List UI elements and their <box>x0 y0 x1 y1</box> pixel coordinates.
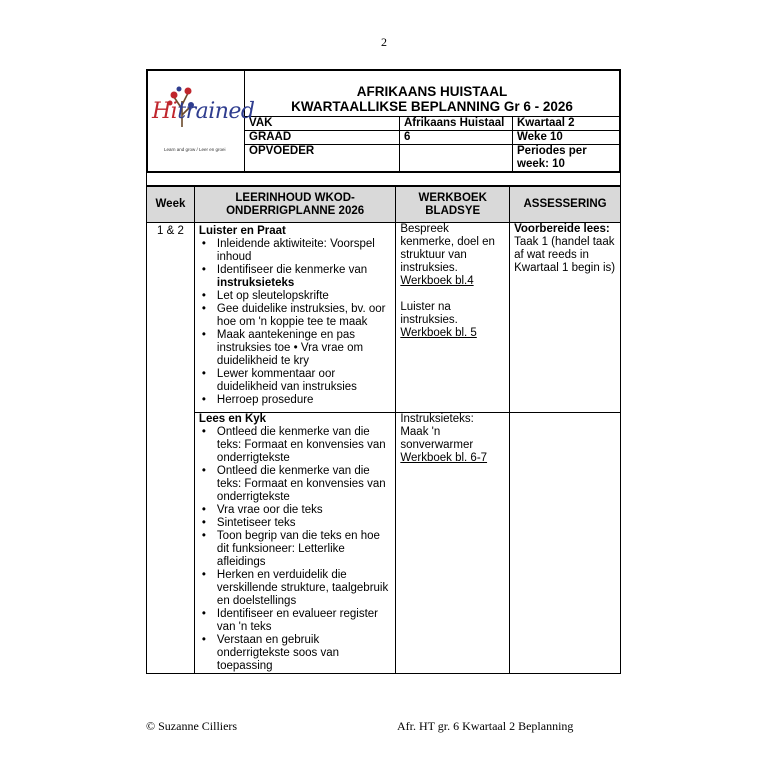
col-header-workbook: WERKBOEK BLADSYE <box>396 187 510 223</box>
list-item: • Vra vrae oor die teks <box>199 504 391 517</box>
label-graad: GRAAD <box>245 130 400 144</box>
list-item: • Identifiseer die kenmerke van instruksieteks <box>199 264 391 290</box>
label-opvoeder: OPVOEDER <box>245 144 400 172</box>
col-header-week: Week <box>147 187 195 223</box>
list-item: • Ontleed die kenmerke van die teks: Formaat en konvensies van onderrigtekste <box>199 426 391 465</box>
list-item: • Toon begrip van die teks en hoe dit funksioneer: Letterlike afleidings <box>199 530 391 569</box>
workbook-page-link: Werkboek bl. 5 <box>400 327 477 339</box>
list-item: • Herken en verduidelik die verskillende strukture, taalgebruik en doelstellings <box>199 569 391 608</box>
list-item: • Maak aantekeninge en pas instruksies toe • Vra vrae om duidelikheid te kry <box>199 329 391 368</box>
list-item: • Herroep prosedure <box>199 394 391 407</box>
footer-doc-title: Afr. HT gr. 6 Kwartaal 2 Beplanning <box>397 719 574 733</box>
page-number: 2 <box>381 35 387 49</box>
section-title: Lees en Kyk <box>198 413 267 425</box>
periods-per-week: Periodes per week: 10 <box>513 144 621 172</box>
list-item: • Let op sleutelopskrifte <box>199 290 391 303</box>
list-item: • Lewer kommentaar oor duidelikheid van instruksies <box>199 368 391 394</box>
workbook-text: Luister na instruksies. <box>400 301 458 326</box>
section-title: Luister en Praat <box>198 225 286 237</box>
logo-tagline: Learn and grow / Leer en groei <box>164 147 226 152</box>
workbook-cell-1 <box>396 223 510 413</box>
lees-list <box>199 426 391 673</box>
logo-wordmark: Hitrained <box>152 99 255 124</box>
label-vak: VAK <box>245 116 400 130</box>
header-title: AFRIKAANS HUISTAAL KWARTAALLIKSE BEPLANNING Gr 6 - 2026 <box>245 70 621 116</box>
quarter: Kwartaal 2 <box>513 116 621 130</box>
value-graad: 6 <box>400 130 513 144</box>
hitrained-logo <box>148 71 255 171</box>
workbook-page-link: Werkboek bl. 6-7 <box>400 452 488 464</box>
assessment-text: Taak 1 (handel taak af wat reeds in Kwartaal 1 begin is) <box>514 236 616 274</box>
value-opvoeder <box>400 144 513 172</box>
luister-list <box>199 238 391 407</box>
col-header-assessment: ASSESSERING <box>510 187 621 223</box>
section-luister-praat <box>194 223 395 413</box>
week-cell: 1 & 2 <box>147 223 195 674</box>
list-item: • Gee duidelike instruksies, bv. oor hoe om 'n koppie tee te maak <box>199 303 391 329</box>
footer-copyright: © Suzanne Cilliers <box>146 719 238 733</box>
list-item: • Verstaan en gebruik onderrigtekste soos van toepassing <box>199 634 391 673</box>
workbook-text: Bespreek kenmerke, doel en struktuur van instruksies. <box>400 223 495 274</box>
logo-cell <box>147 70 255 172</box>
workbook-cell-2 <box>396 413 510 674</box>
list-item: • Ontleed die kenmerke van die teks: Formaat en konvensies van onderrigtekste <box>199 465 391 504</box>
planning-table <box>146 186 621 674</box>
header-table <box>146 69 621 173</box>
list-item: • Identifiseer en evalueer register van 'n teks <box>199 608 391 634</box>
list-item: • Sintetiseer teks <box>199 517 391 530</box>
workbook-page-link: Werkboek bl.4 <box>400 275 474 287</box>
assessment-cell <box>510 223 621 413</box>
spacer-row <box>146 172 621 186</box>
section-lees-kyk <box>194 413 395 674</box>
col-header-content: LEERINHOUD WKOD-ONDERRIGPLANNE 2026 <box>194 187 395 223</box>
assessment-title: Voorbereide lees: <box>514 223 610 235</box>
list-item: • Inleidende aktiwiteite: Voorspel inhoud <box>199 238 391 264</box>
assessment-cell-empty <box>510 413 621 674</box>
weeks: Weke 10 <box>513 130 621 144</box>
workbook-text: Instruksieteks: Maak 'n sonverwarmer <box>400 413 474 451</box>
value-vak: Afrikaans Huistaal <box>400 116 513 130</box>
